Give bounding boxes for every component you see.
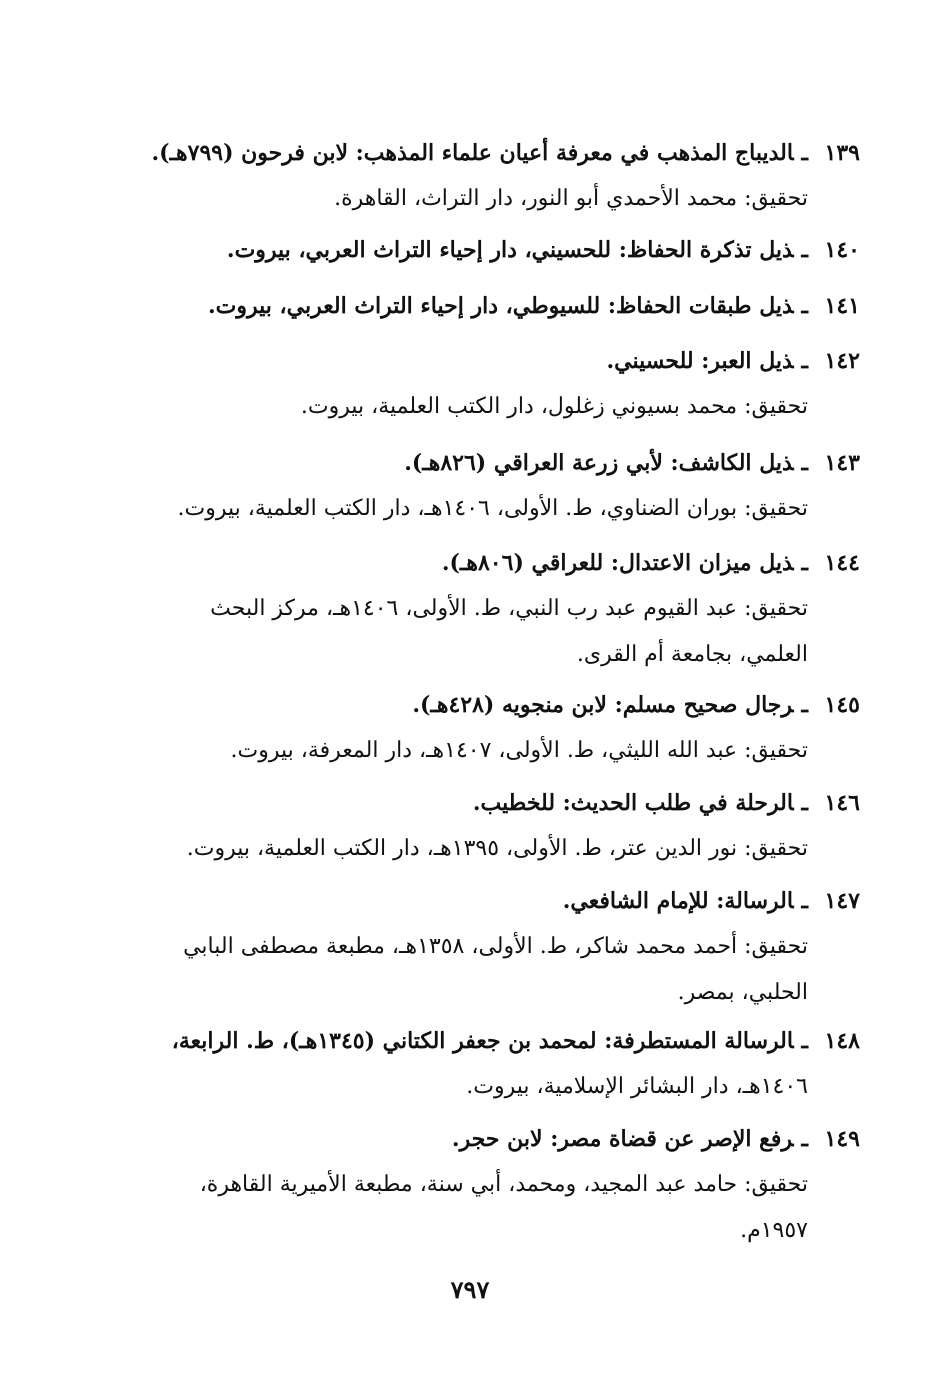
entry-heading	[115, 338, 860, 384]
entry-number: ١٤٥	[824, 692, 860, 718]
entry-dash: ـ	[801, 293, 808, 319]
entry-title: الرحلة في طلب الحديث: للخطيب.	[472, 790, 794, 816]
entry-detail-line: تحقيق: حامد عبد المجيد، ومحمد، أبي سنة، مطبعة الأميرية القاهرة،	[199, 1172, 808, 1197]
entry-heading	[115, 1116, 860, 1162]
entry-dash: ـ	[801, 1126, 808, 1152]
entry-detail-line: العلمي، بجامعة أم القرى.	[576, 642, 808, 667]
entry-detail-line: ١٤٠٦هـ، دار البشائر الإسلامية، بيروت.	[466, 1074, 808, 1099]
entry-title: الرسالة: للإمام الشافعي.	[562, 888, 794, 914]
bibliography-entry-139	[115, 130, 860, 222]
entry-dash: ـ	[801, 450, 808, 476]
entry-detail-line: تحقيق: محمد بسيوني زغلول، دار الكتب العلمية، بيروت.	[300, 394, 808, 419]
entry-number: ١٤٣	[824, 450, 860, 476]
bibliography-entry-148	[115, 1018, 860, 1110]
entry-title: الديباج المذهب في معرفة أعيان علماء المذهب: لابن فرحون (٧٩٩هـ).	[151, 140, 794, 166]
bibliography-entry-149	[115, 1116, 860, 1254]
entry-title: الرسالة المستطرفة: لمحمد بن جعفر الكتاني (١٣٤٥هـ)، ط. الرابعة،	[171, 1028, 794, 1054]
entry-dash: ـ	[801, 888, 808, 914]
bibliography-entry-142	[115, 338, 860, 430]
entry-detail-line: تحقيق: عبد القيوم عبد رب النبي، ط. الأولى، ١٤٠٦هـ، مركز البحث	[210, 596, 808, 621]
entry-dash: ـ	[801, 790, 808, 816]
entry-heading	[115, 682, 860, 728]
page-number: ٧٩٧	[450, 1275, 490, 1304]
entry-number: ١٤٤	[824, 550, 860, 576]
entry-dash: ـ	[801, 692, 808, 718]
entry-number: ١٤٠	[824, 237, 860, 263]
entry-dash: ـ	[801, 237, 808, 263]
entry-number: ١٤٧	[824, 888, 860, 914]
entry-title: ذيل ميزان الاعتدال: للعراقي (٨٠٦هـ).	[441, 550, 794, 576]
entry-detail-line: تحقيق: محمد الأحمدي أبو النور، دار التراث، القاهرة.	[334, 186, 808, 211]
entry-title: رفع الإصر عن قضاة مصر: لابن حجر.	[451, 1126, 794, 1152]
entry-dash: ـ	[801, 550, 808, 576]
entry-detail-line: ١٩٥٧م.	[740, 1218, 808, 1243]
entry-heading	[115, 1018, 860, 1064]
entry-heading	[115, 283, 860, 329]
entry-detail-line: تحقيق: عبد الله الليثي، ط. الأولى، ١٤٠٧هـ، دار المعرفة، بيروت.	[230, 738, 808, 763]
entry-heading	[115, 780, 860, 826]
entry-title: ذيل العبر: للحسيني.	[606, 348, 794, 374]
bibliography-entry-143	[115, 440, 860, 532]
entry-number: ١٣٩	[824, 140, 860, 166]
entry-detail-line: تحقيق: نور الدين عتر، ط. الأولى، ١٣٩٥هـ، دار الكتب العلمية، بيروت.	[186, 836, 808, 861]
entry-heading	[115, 440, 860, 486]
entry-heading	[115, 130, 860, 176]
entry-heading	[115, 540, 860, 586]
entry-detail-line: تحقيق: بوران الضناوي، ط. الأولى، ١٤٠٦هـ، دار الكتب العلمية، بيروت.	[177, 496, 808, 521]
entry-title: ذيل تذكرة الحفاظ: للحسيني، دار إحياء التراث العربي، بيروت.	[226, 237, 794, 263]
entry-detail-line: تحقيق: أحمد محمد شاكر، ط. الأولى، ١٣٥٨هـ، مطبعة مصطفى البابي	[183, 934, 808, 959]
entry-heading	[115, 878, 860, 924]
entry-heading	[115, 227, 860, 273]
entry-dash: ـ	[801, 348, 808, 374]
entry-number: ١٤٦	[824, 790, 860, 816]
bibliography-entry-140	[115, 227, 860, 273]
bibliography-entry-141	[115, 283, 860, 329]
bibliography-entry-145	[115, 682, 860, 774]
entry-number: ١٤٩	[824, 1126, 860, 1152]
entry-number: ١٤٨	[824, 1028, 860, 1054]
entry-title: ذيل طبقات الحفاظ: للسيوطي، دار إحياء التراث العربي، بيروت.	[208, 293, 794, 319]
entry-dash: ـ	[801, 1028, 808, 1054]
entry-number: ١٤١	[824, 293, 860, 319]
entry-number: ١٤٢	[824, 348, 860, 374]
bibliography-entry-144	[115, 540, 860, 678]
entry-title: ذيل الكاشف: لأبي زرعة العراقي (٨٢٦هـ).	[404, 450, 794, 476]
entry-dash: ـ	[801, 140, 808, 166]
entry-detail-line: الحلبي، بمصر.	[677, 980, 808, 1005]
entry-title: رجال صحيح مسلم: لابن منجويه (٤٢٨هـ).	[412, 692, 794, 718]
bibliography-entry-147	[115, 878, 860, 1016]
bibliography-entry-146	[115, 780, 860, 872]
